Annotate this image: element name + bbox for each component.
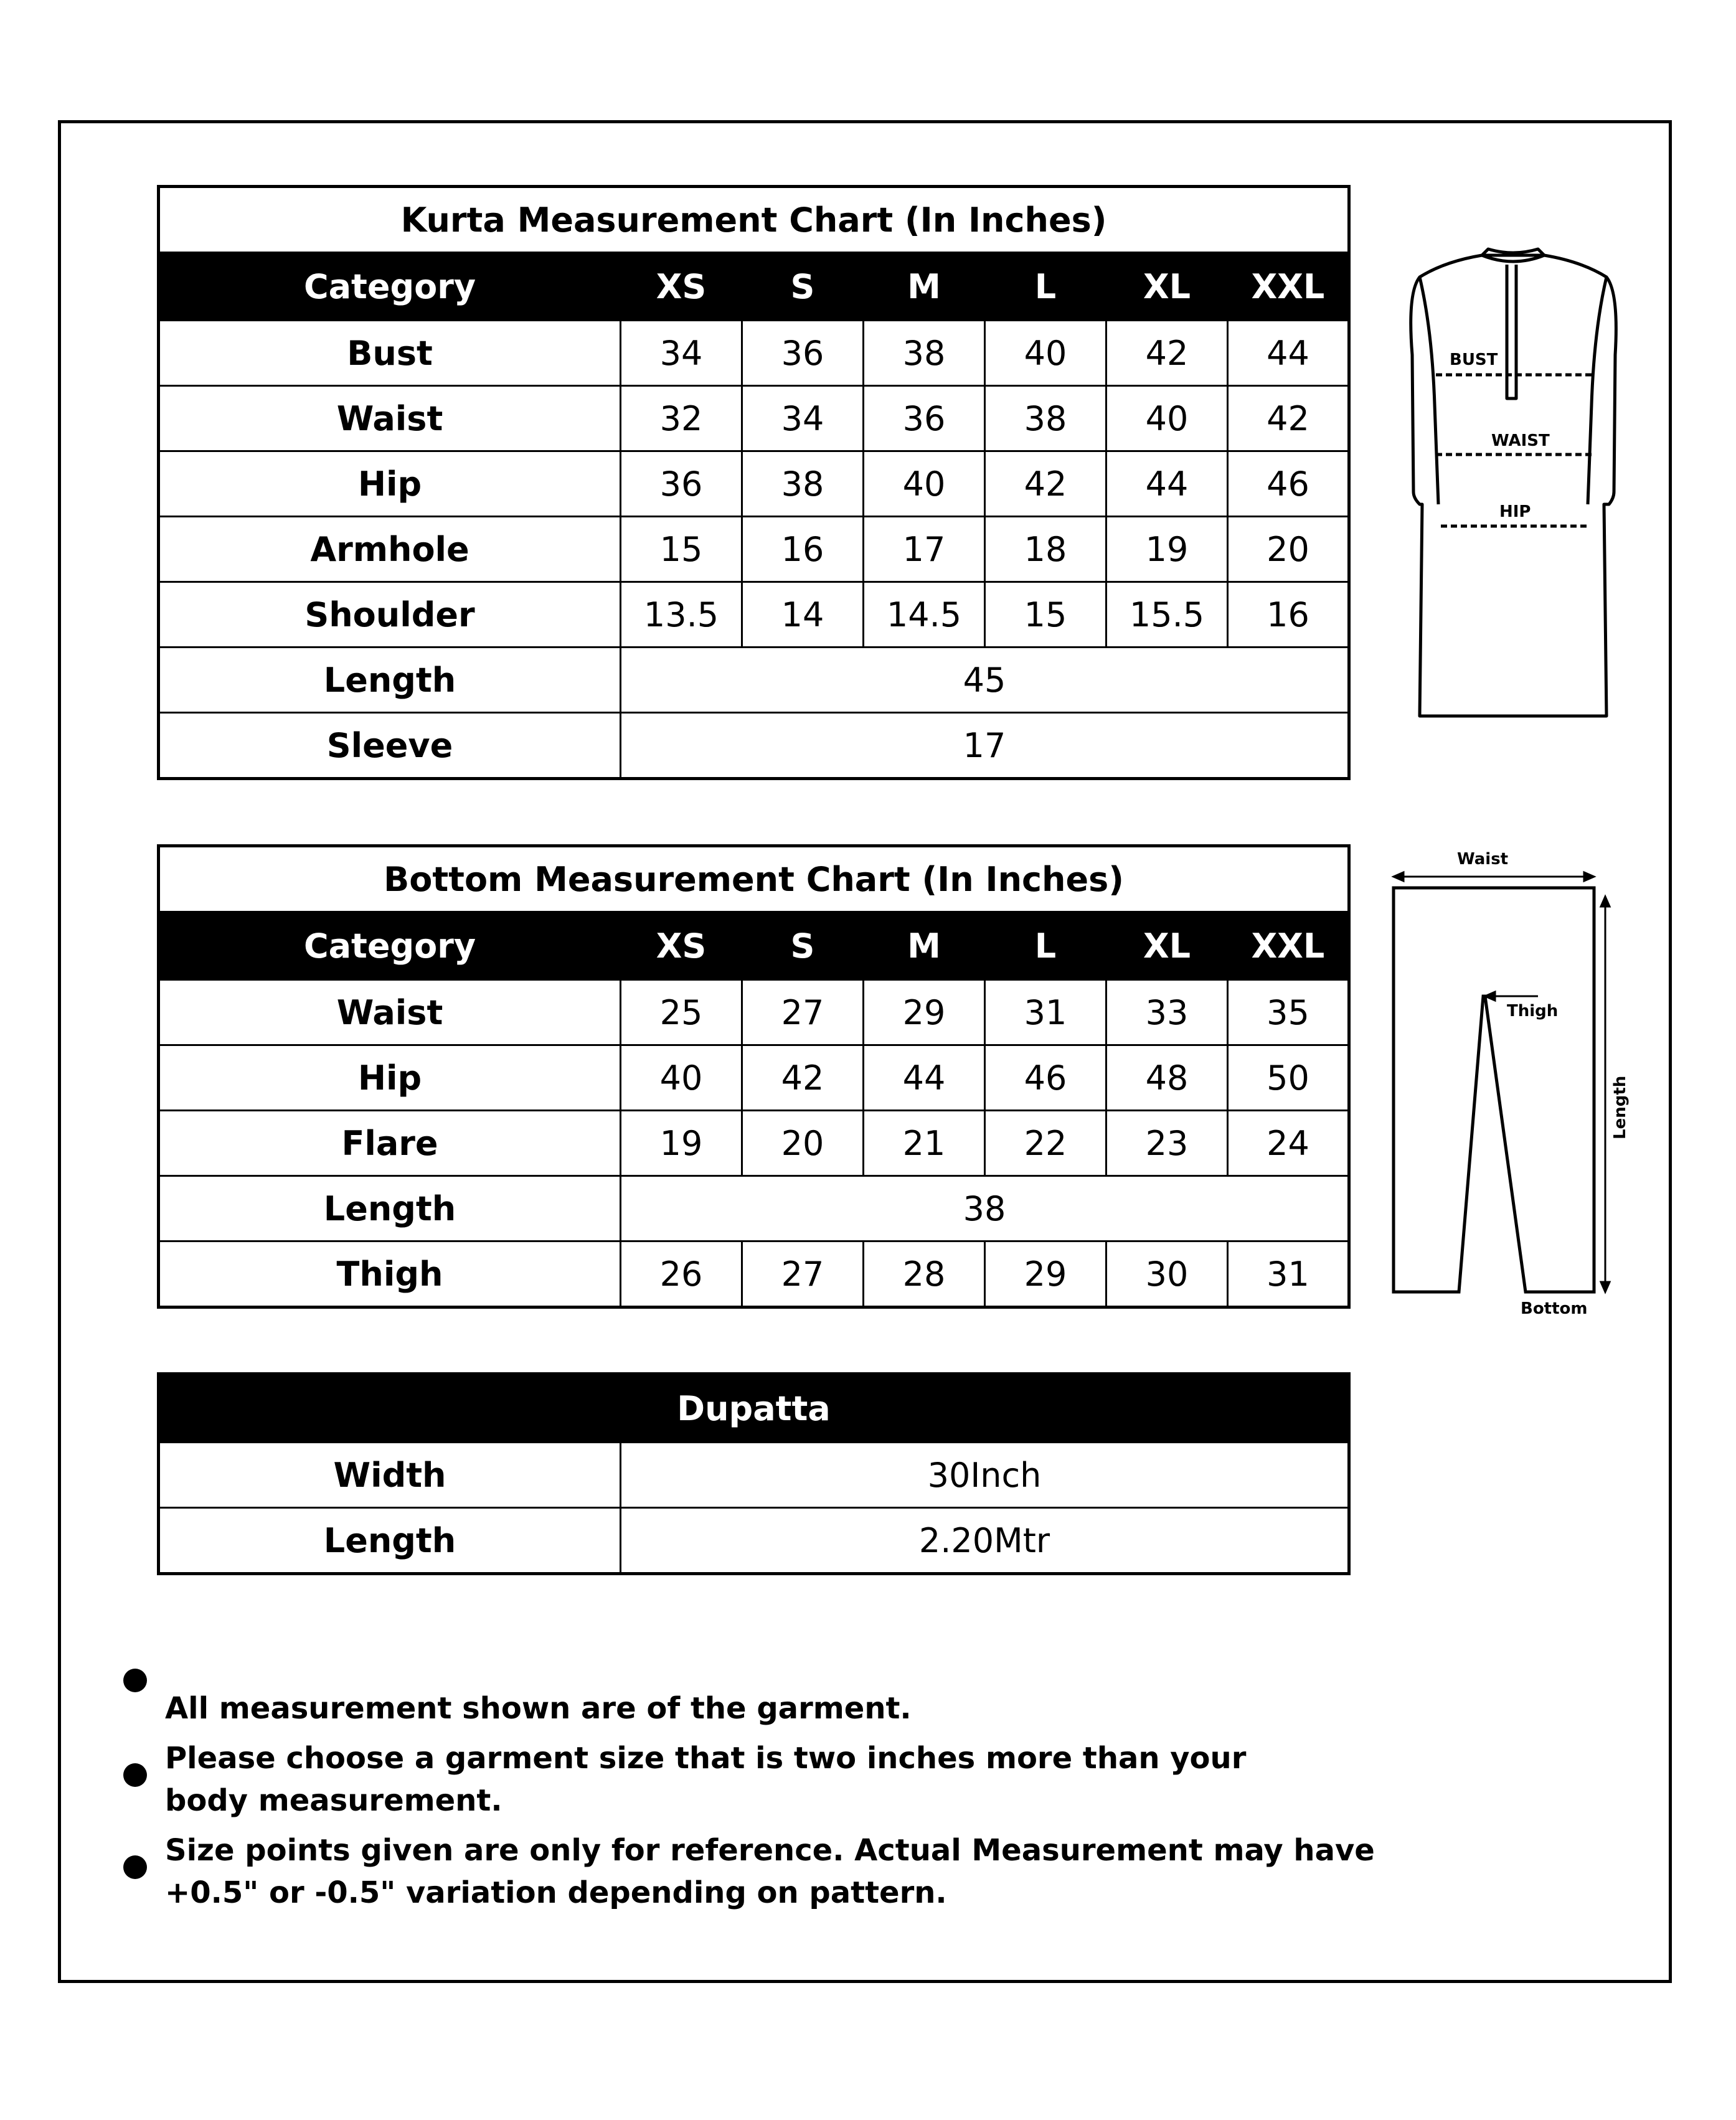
- row-label: Shoulder: [159, 582, 621, 648]
- header-size-l: L: [985, 253, 1106, 321]
- row-label: Armhole: [159, 517, 621, 582]
- kurta-illustration: [1395, 243, 1631, 741]
- note-item: [112, 1829, 1385, 1914]
- waist-label: Waist: [1457, 850, 1509, 869]
- row-label: Length: [159, 1508, 621, 1574]
- cell: 36: [621, 451, 742, 517]
- header-category: Category: [159, 912, 621, 980]
- header-size-s: S: [742, 253, 864, 321]
- table-row: [159, 1443, 1349, 1508]
- row-label: Waist: [159, 386, 621, 451]
- cell: 19: [1106, 517, 1228, 582]
- cell: 19: [621, 1111, 742, 1176]
- header-size-xl: XL: [1106, 253, 1228, 321]
- cell: 34: [742, 386, 864, 451]
- row-label: Width: [159, 1443, 621, 1508]
- cell: 27: [742, 1241, 864, 1307]
- cell: 15: [621, 517, 742, 582]
- cell: 46: [985, 1045, 1106, 1111]
- table-row: [159, 713, 1349, 779]
- cell: 20: [1228, 517, 1349, 582]
- table-row: [159, 517, 1349, 582]
- cell: 38: [742, 451, 864, 517]
- cell: 38: [985, 386, 1106, 451]
- row-label: Bust: [159, 321, 621, 386]
- row-label: Thigh: [159, 1241, 621, 1307]
- cell: 22: [985, 1111, 1106, 1176]
- cell: 18: [985, 517, 1106, 582]
- hip-label: HIP: [1499, 502, 1531, 521]
- kurta-placket: [1507, 265, 1516, 398]
- length-arrowhead-bottom: [1601, 1282, 1610, 1292]
- bust-label: BUST: [1450, 351, 1498, 369]
- cell: 23: [1106, 1111, 1228, 1176]
- cell: 44: [1106, 451, 1228, 517]
- header-size-xxl: XXL: [1228, 912, 1349, 980]
- row-label: Length: [159, 1176, 621, 1241]
- cell: 31: [1228, 1241, 1349, 1307]
- header-size-xs: XS: [621, 253, 742, 321]
- table-row: [159, 451, 1349, 517]
- row-label: Waist: [159, 980, 621, 1045]
- waist-arrowhead-left: [1394, 872, 1403, 881]
- note-item: [112, 1669, 1357, 1730]
- bullet-icon: [123, 1763, 147, 1787]
- cell: 29: [985, 1241, 1106, 1307]
- cell: 36: [864, 386, 985, 451]
- bullet-icon: [123, 1855, 147, 1879]
- row-label: Sleeve: [159, 713, 621, 779]
- table-row: [159, 648, 1349, 713]
- table-row: [159, 980, 1349, 1045]
- header-size-l: L: [985, 912, 1106, 980]
- cell: 35: [1228, 980, 1349, 1045]
- table-row: [159, 1241, 1349, 1307]
- cell: 40: [1106, 386, 1228, 451]
- cell: 26: [621, 1241, 742, 1307]
- header-category: Category: [159, 253, 621, 321]
- table-row: [159, 1045, 1349, 1111]
- header-size-xxl: XXL: [1228, 253, 1349, 321]
- cell: 16: [1228, 582, 1349, 648]
- cell: 20: [742, 1111, 864, 1176]
- note-text: Size points given are only for reference. Actual Measurement may have +0.5" or -0.5" variation depending on pattern.: [165, 1833, 1375, 1910]
- cell: 17: [864, 517, 985, 582]
- header-size-xl: XL: [1106, 912, 1228, 980]
- cell: 14.5: [864, 582, 985, 648]
- cell: 14: [742, 582, 864, 648]
- cell: 25: [621, 980, 742, 1045]
- note-text: All measurement shown are of the garment.: [165, 1691, 912, 1726]
- row-label: Length: [159, 648, 621, 713]
- dupatta-table: [157, 1372, 1351, 1575]
- cell: 13.5: [621, 582, 742, 648]
- cell: 44: [864, 1045, 985, 1111]
- header-size-s: S: [742, 912, 864, 980]
- length-arrowhead-top: [1601, 897, 1610, 907]
- header-size-m: M: [864, 912, 985, 980]
- cell: 32: [621, 386, 742, 451]
- table-row: [159, 321, 1349, 386]
- cell: 30: [1106, 1241, 1228, 1307]
- header-size-m: M: [864, 253, 985, 321]
- cell: 21: [864, 1111, 985, 1176]
- notes-list: [112, 1669, 1375, 1921]
- cell: 40: [864, 451, 985, 517]
- table-row: [159, 1111, 1349, 1176]
- cell: 15: [985, 582, 1106, 648]
- row-label: Hip: [159, 451, 621, 517]
- thigh-label: Thigh: [1507, 1002, 1559, 1020]
- pants-outline: [1394, 888, 1594, 1292]
- kurta-measurement-table: [157, 185, 1351, 780]
- cell: 42: [985, 451, 1106, 517]
- cell: 48: [1106, 1045, 1228, 1111]
- cell: 46: [1228, 451, 1349, 517]
- kurta-outline: [1411, 255, 1616, 716]
- cell: 27: [742, 980, 864, 1045]
- row-label: Flare: [159, 1111, 621, 1176]
- cell: 42: [1106, 321, 1228, 386]
- cell: 16: [742, 517, 864, 582]
- cell: 42: [1228, 386, 1349, 451]
- note-item: [112, 1737, 1267, 1822]
- cell: 50: [1228, 1045, 1349, 1111]
- cell: 29: [864, 980, 985, 1045]
- cell: 42: [742, 1045, 864, 1111]
- cell-merged: 17: [621, 713, 1349, 779]
- table-row: [159, 386, 1349, 451]
- kurta-table-title: Kurta Measurement Chart (In Inches): [159, 187, 1349, 253]
- cell: 30Inch: [621, 1443, 1349, 1508]
- kurta-sleeve-right: [1588, 277, 1606, 504]
- table-row: [159, 582, 1349, 648]
- bottom-header-row: [159, 912, 1349, 980]
- cell: 40: [621, 1045, 742, 1111]
- cell: 24: [1228, 1111, 1349, 1176]
- cell: 15.5: [1106, 582, 1228, 648]
- waist-arrowhead-right: [1584, 872, 1594, 881]
- kurta-header-row: [159, 253, 1349, 321]
- bottom-measurement-table: [157, 844, 1351, 1309]
- cell: 38: [864, 321, 985, 386]
- bullet-icon: [123, 1669, 147, 1692]
- kurta-sleeve-left: [1420, 277, 1438, 504]
- row-label: Hip: [159, 1045, 621, 1111]
- cell: 33: [1106, 980, 1228, 1045]
- bottom-illustration: [1376, 847, 1638, 1326]
- length-label: Length: [1611, 1075, 1630, 1139]
- cell-merged: 45: [621, 648, 1349, 713]
- cell: 31: [985, 980, 1106, 1045]
- dupatta-title: Dupatta: [159, 1374, 1349, 1443]
- cell: 36: [742, 321, 864, 386]
- cell: 44: [1228, 321, 1349, 386]
- bottom-label: Bottom: [1521, 1299, 1588, 1318]
- cell: 28: [864, 1241, 985, 1307]
- table-row: [159, 1176, 1349, 1241]
- cell: 40: [985, 321, 1106, 386]
- note-text: Please choose a garment size that is two inches more than your body measurement.: [165, 1741, 1247, 1818]
- cell-merged: 38: [621, 1176, 1349, 1241]
- cell: 2.20Mtr: [621, 1508, 1349, 1574]
- table-row: [159, 1508, 1349, 1574]
- header-size-xs: XS: [621, 912, 742, 980]
- bottom-table-title: Bottom Measurement Chart (In Inches): [159, 846, 1349, 912]
- cell: 34: [621, 321, 742, 386]
- waist-label: WAIST: [1491, 431, 1550, 450]
